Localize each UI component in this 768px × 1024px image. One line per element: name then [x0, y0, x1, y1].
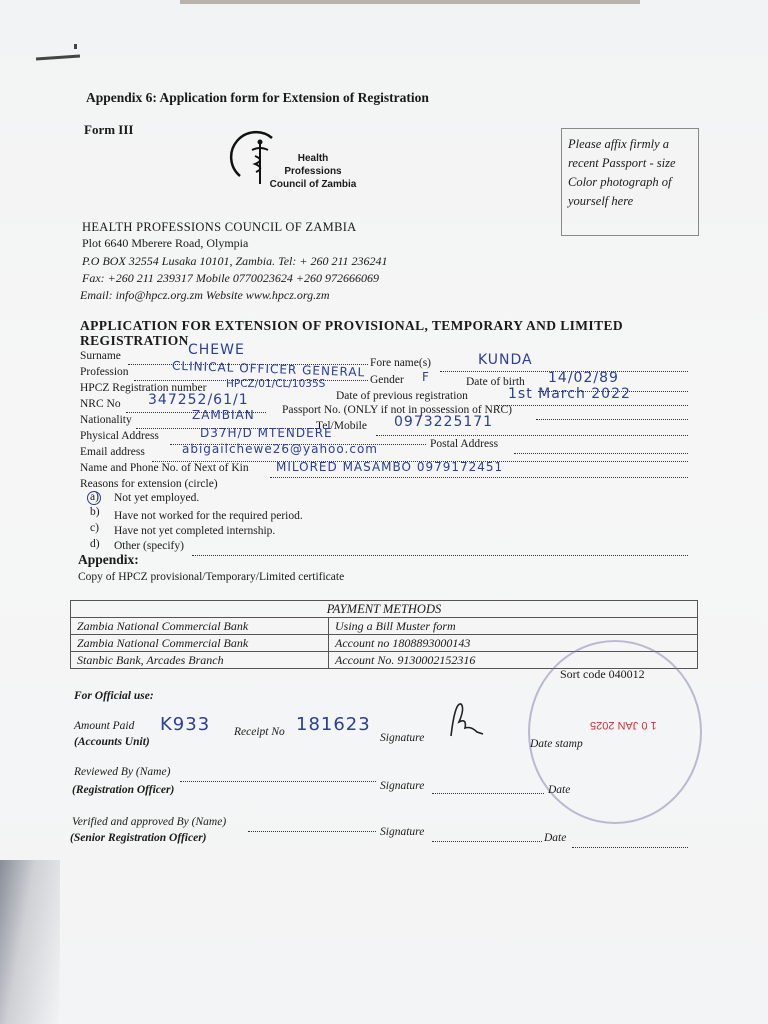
hpcz-reg-value: HPCZ/01/CL/1035S [226, 378, 326, 390]
date-prev-reg-line [496, 404, 688, 406]
verified-by-label: Verified and approved By (Name) [72, 816, 227, 828]
hpcz-logo [228, 128, 368, 198]
profession-label: Profession [80, 366, 129, 378]
reason-c-key: c) [90, 522, 99, 534]
signature-line [432, 792, 544, 794]
handwritten-signature [447, 698, 487, 740]
next-of-kin-value: MILORED MASAMBO 0979172451 [276, 460, 504, 474]
gender-value: F [422, 370, 430, 384]
application-heading: APPLICATION FOR EXTENSION OF PROVISIONAL, TEMPORARY AND LIMITED [80, 318, 624, 333]
postal-address-line [514, 452, 688, 454]
payment-detail: Using a Bill Muster form [329, 618, 698, 635]
reason-b-key: b) [90, 506, 100, 518]
page-shadow [0, 860, 60, 1024]
verified-by-line [248, 830, 376, 832]
logo-text: Health Professions Council of Zambia [269, 153, 357, 190]
senior-registration-officer: (Senior Registration Officer) [70, 832, 207, 844]
stamp-date: 1 0 JAN 2025 [590, 719, 657, 731]
physical-address-value: D37H/D MTENDERE [200, 426, 333, 440]
date-line [572, 846, 688, 848]
bank-name: Zambia National Commercial Bank [71, 635, 329, 652]
payment-heading: PAYMENT METHODS [71, 601, 698, 618]
passport-photo-box: Please affix firmly a recent Passport - size Color photograph of yourself here [561, 128, 699, 236]
reason-a-text: Not yet employed. [114, 492, 200, 504]
org-email: Email: info@hpcz.org.zm Website www.hpcz.org.zm [80, 288, 330, 302]
reasons-label: Reasons for extension (circle) [80, 478, 218, 490]
date-prev-reg-value: 1st March 2022 [508, 386, 631, 402]
receipt-label: Receipt No [234, 726, 285, 738]
appendix-heading: Appendix: [78, 552, 139, 567]
fore-names-value: KUNDA [478, 352, 533, 368]
dob-label: Date of birth [466, 376, 525, 388]
receipt-value: 181623 [296, 714, 371, 735]
hpcz-reg-label: HPCZ Registration number [80, 382, 207, 394]
appendix-text: Copy of HPCZ provisional/Temporary/Limited certificate [78, 571, 345, 583]
signature-label: Signature [380, 780, 425, 792]
application-heading-2: REGISTRATION [80, 333, 189, 348]
accounts-unit: (Accounts Unit) [74, 736, 150, 748]
signature-label: Signature [380, 826, 425, 838]
passport-line [536, 418, 688, 420]
pencil-mark [36, 54, 80, 60]
nationality-label: Nationality [80, 414, 132, 426]
official-use-heading: For Official use: [74, 690, 154, 702]
surname-label: Surname [80, 350, 121, 362]
passport-label: Passport No. (ONLY if not in possession of NRC) [282, 404, 513, 416]
date-label: Date [544, 832, 567, 844]
next-of-kin-line [270, 476, 688, 478]
reviewed-by-label: Reviewed By (Name) [74, 766, 171, 778]
table-row [71, 618, 698, 635]
tel-value: 0973225171 [394, 414, 494, 430]
registration-officer: (Registration Officer) [72, 784, 175, 796]
postal-address-label: Postal Address [430, 438, 499, 450]
gender-label: Gender [370, 374, 404, 386]
signature-line [432, 840, 542, 842]
tel-label: Tel/Mobile [316, 420, 367, 432]
reason-d-key: d) [90, 538, 100, 550]
fore-names-label: Fore name(s) [370, 357, 431, 369]
reason-d-text: Other (specify) [114, 540, 184, 552]
pencil-mark [74, 44, 77, 49]
payment-detail: Account no 1808893000143 [329, 635, 698, 652]
profession-value: CLINICAL OFFICER GENERAL [171, 358, 366, 380]
bank-name: Stanbic Bank, Arcades Branch [71, 652, 329, 669]
reason-other-line [192, 554, 688, 556]
surname-value: CHEWE [188, 342, 245, 358]
next-of-kin-label: Name and Phone No. of Next of Kin [80, 462, 249, 474]
sort-code: Sort code 040012 [560, 667, 645, 681]
official-stamp [528, 640, 702, 824]
top-edge [180, 0, 640, 4]
dob-value: 14/02/89 [548, 370, 619, 386]
reason-a-key: a) [90, 491, 99, 503]
tel-line [376, 434, 688, 436]
payment-detail: Account No. 9130002152316 [329, 652, 698, 669]
org-name: HEALTH PROFESSIONS COUNCIL OF ZAMBIA [82, 220, 357, 234]
reason-b-text: Have not worked for the required period. [114, 510, 303, 522]
form-title: Appendix 6: Application form for Extension of Registration [86, 90, 429, 105]
email-value: abigailchewe26@yahoo.com [182, 442, 378, 456]
nrc-value: 347252/61/1 [148, 392, 249, 408]
bank-name: Zambia National Commercial Bank [71, 618, 329, 635]
org-po-box: P.O BOX 32554 Lusaka 10101, Zambia. Tel: + 260 211 236241 [82, 254, 388, 268]
nationality-value: ZAMBIAN [192, 408, 255, 422]
date-label: Date [548, 784, 571, 796]
amount-paid-value: K933 [160, 714, 211, 735]
email-label: Email address [80, 446, 145, 458]
date-prev-reg-label: Date of previous registration [336, 390, 468, 402]
org-fax: Fax: +260 211 239317 Mobile 0770023624 +260 972666069 [82, 271, 379, 285]
nrc-label: NRC No [80, 398, 121, 410]
physical-address-label: Physical Address [80, 430, 159, 442]
form-number: Form III [84, 122, 134, 137]
amount-paid-label: Amount Paid [74, 720, 135, 732]
signature-label: Signature [380, 732, 425, 744]
date-stamp-label: Date stamp [530, 738, 583, 750]
reviewed-by-line [180, 780, 376, 782]
org-plot: Plot 6640 Mberere Road, Olympia [82, 236, 249, 250]
reason-c-text: Have not yet completed internship. [114, 525, 276, 537]
